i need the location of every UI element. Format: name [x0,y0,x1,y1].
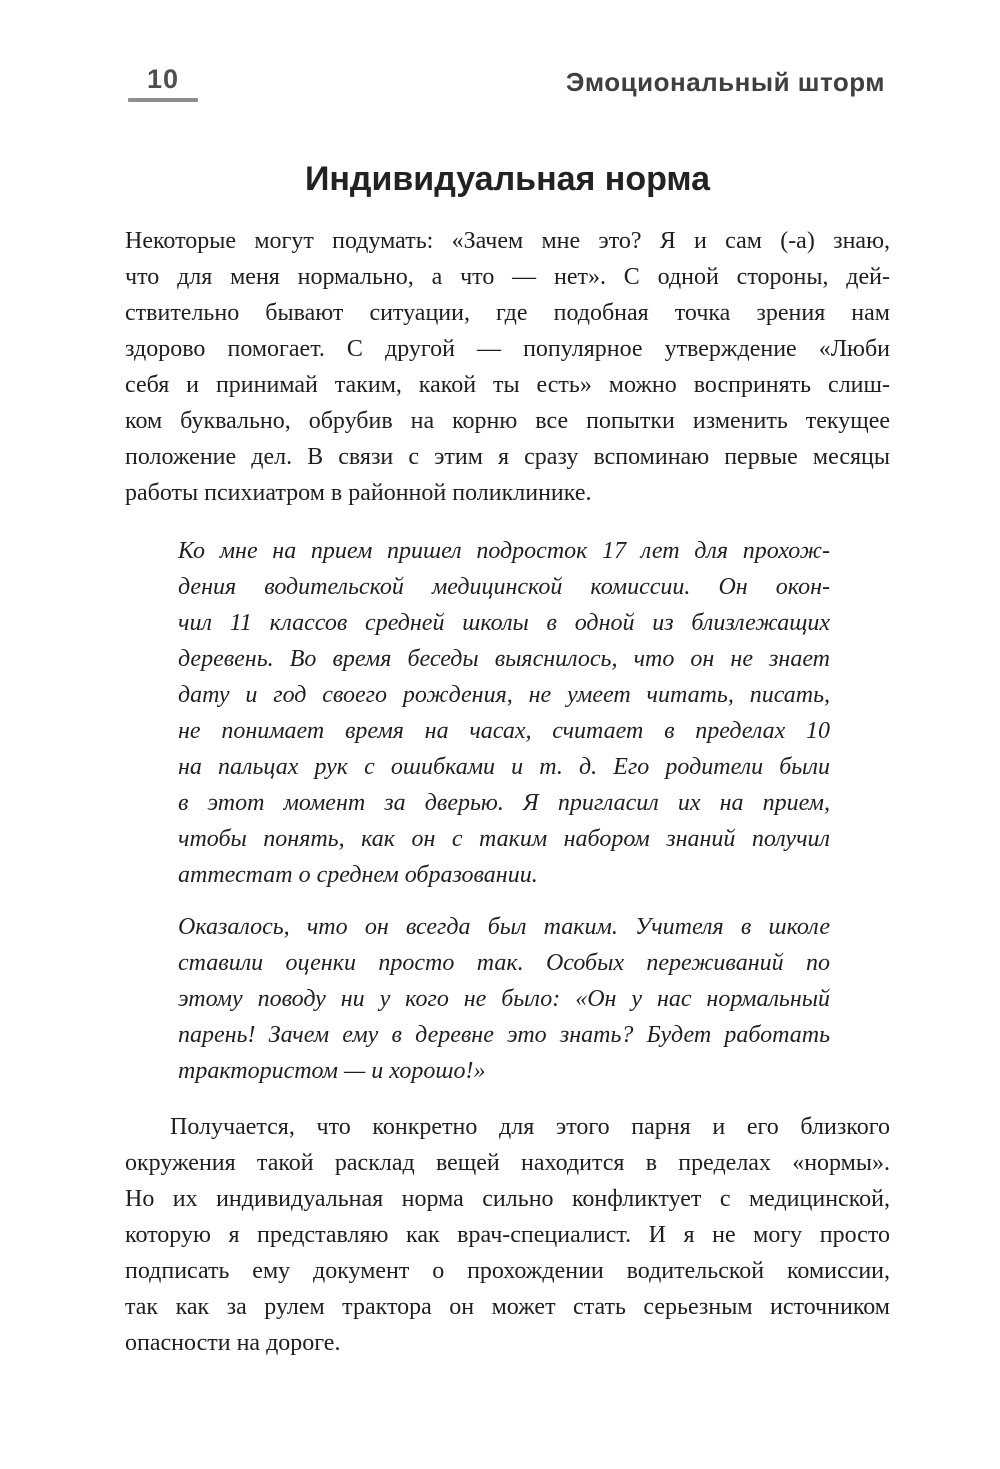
page-content [125,223,890,1361]
body-paragraph-4 [125,1109,890,1361]
body-paragraph-1 [125,223,890,511]
text-line: которую я представляю как врач-специалист. И я не могу просто [125,1222,890,1248]
text-line: здорово помогает. С другой — популярное утверждение «Люби [125,336,890,362]
text-line: окружения такой расклад вещей находится в пределах «нормы». [125,1150,890,1176]
text-line: чил 11 классов средней школы в одной из близлежащих [178,610,830,636]
text-line: этому поводу ни у кого не было: «Он у нас нормальный [178,986,830,1012]
page-number-value: 10 [146,64,180,94]
text-line: дения водительской медицинской комиссии. Он окон- [178,574,830,600]
text-line: Но их индивидуальная норма сильно конфликтует с медицинской, [125,1186,890,1212]
text-line: парень! Зачем ему в деревне это знать? Будет работать [178,1022,830,1048]
text-line: ствительно бывают ситуации, где подобная точка зрения нам [125,300,890,326]
text-line: трактористом — и хорошо!» [178,1058,486,1084]
text-line: опасности на дороге. [125,1330,341,1356]
quote-paragraph-2 [178,533,830,893]
text-line: так как за рулем трактора он может стать серьезным источником [125,1294,890,1320]
text-line: деревень. Во время беседы выяснилось, что он не знает [178,646,830,672]
text-line: что для меня нормально, а что — нет». С одной стороны, дей- [125,264,890,290]
text-line: ком буквально, обрубив на корню все попытки изменить текущее [125,408,890,434]
text-line: ставили оценки просто так. Особых переживаний по [178,950,830,976]
text-line: подписать ему документ о прохождении водительской комиссии, [125,1258,890,1284]
running-title: Эмоциональный шторм [565,67,885,97]
text-line: положение дел. В связи с этим я сразу вспоминаю первые месяцы [125,444,890,470]
text-line: Некоторые могут подумать: «Зачем мне это? Я и сам (-а) знаю, [125,228,890,254]
text-line: не понимает время на часах, считает в пределах 10 [178,718,830,744]
text-line: работы психиатром в районной поликлинике. [125,480,592,506]
text-line: на пальцах рук с ошибками и т. д. Его родители были [178,754,830,780]
text-line: чтобы понять, как он с таким набором знаний получил [178,826,830,852]
section-title: Индивидуальная норма [304,160,711,198]
page-number [128,64,198,102]
text-line: Ко мне на прием пришел подросток 17 лет для прохож- [178,538,830,564]
quote-paragraph-3 [178,909,830,1089]
page-header [125,64,885,108]
text-line: дату и год своего рождения, не умеет читать, писать, [178,682,830,708]
text-line: Оказалось, что он всегда был таким. Учителя в школе [178,914,830,940]
text-line: Получается, что конкретно для этого парня и его близкого [170,1114,890,1140]
text-line: аттестат о среднем образовании. [178,862,538,888]
text-line: в этот момент за дверью. Я пригласил их на прием, [178,790,830,816]
page-number-rule [128,98,198,102]
text-line: себя и принимай таким, какой ты есть» можно воспринять слиш- [125,372,890,398]
